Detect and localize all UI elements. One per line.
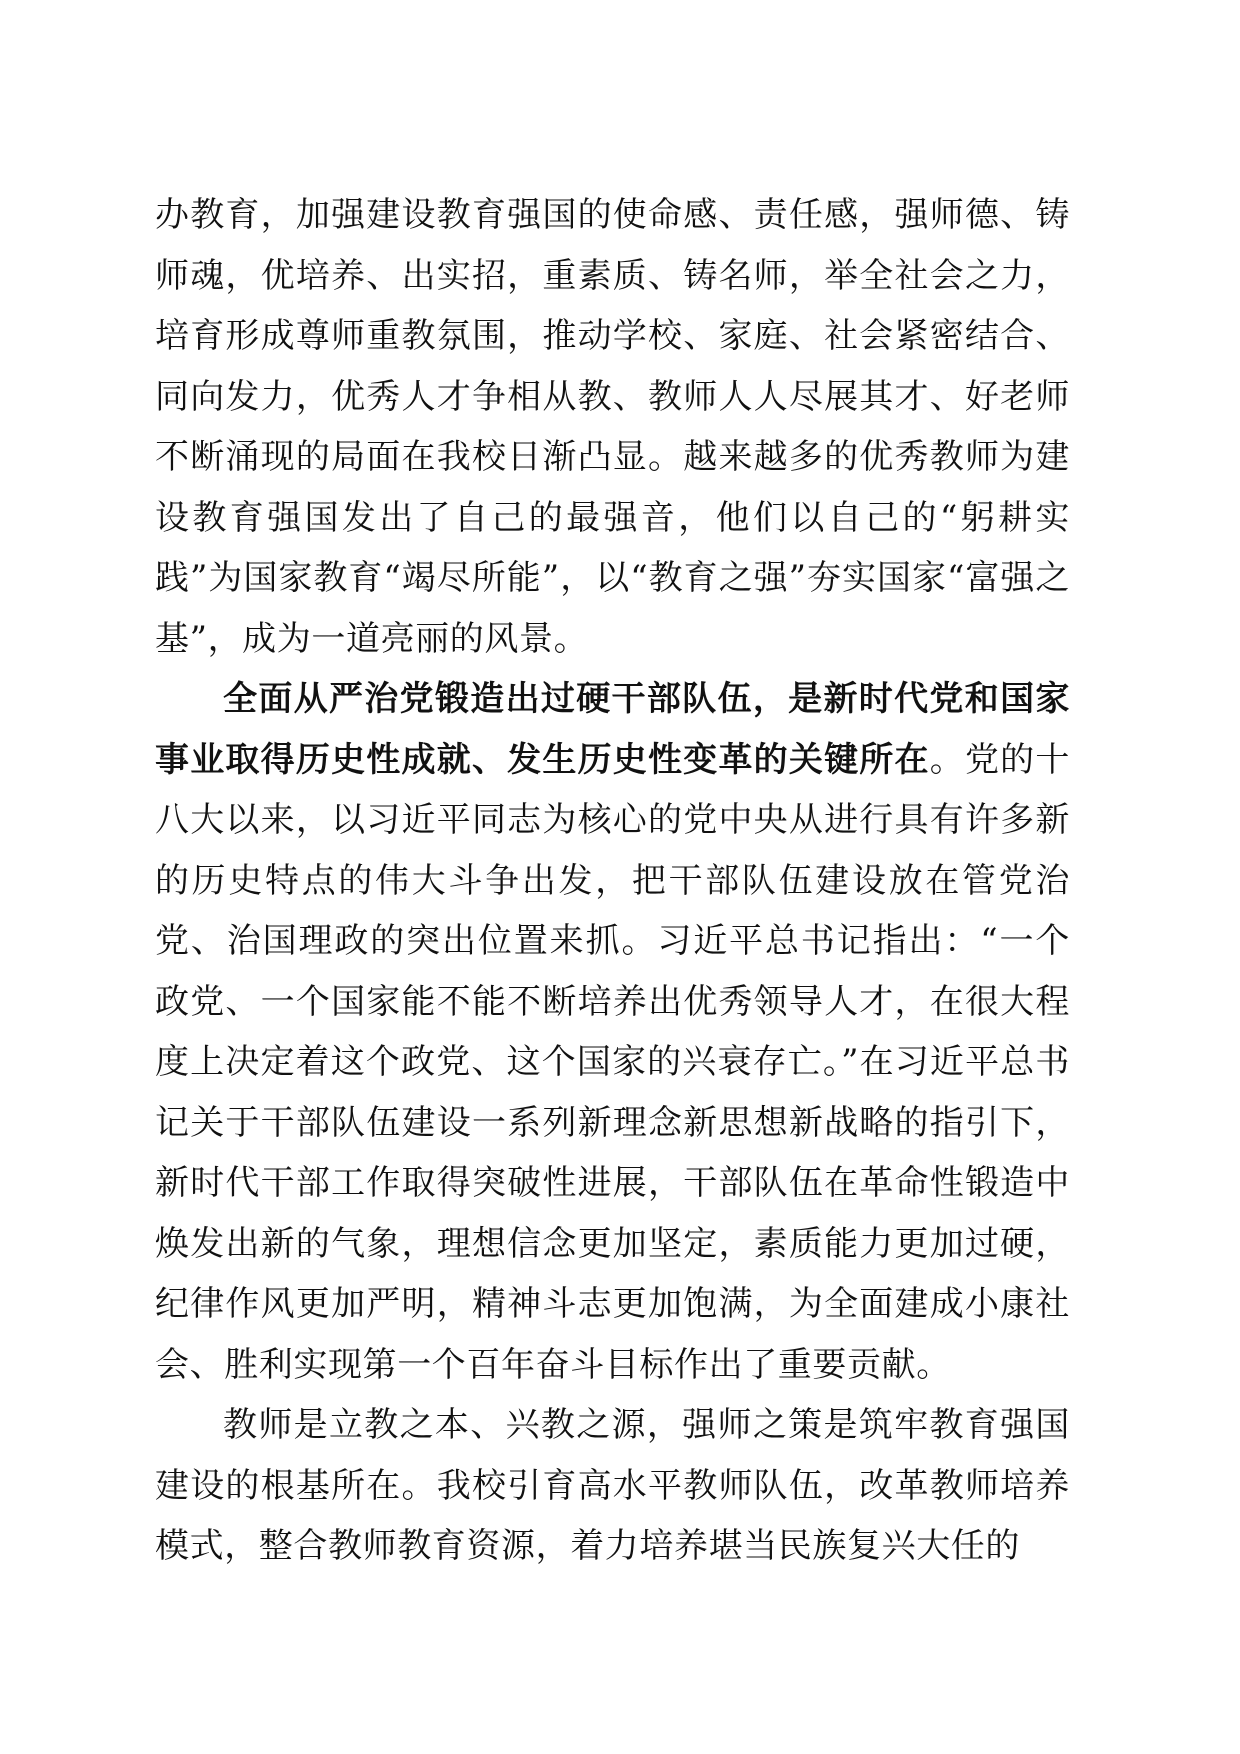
document-page [155, 185, 1070, 1577]
paragraph-text: 办教育，加强建设教育强国的使命感、责任感，强师德、铸师魂，优培养、出实招，重素质、铸名师，举全社会之力，培育形成尊师重教氛围，推动学校、家庭、社会紧密结合、同向发力，优秀人才争相从教、教师人人尽展其才、好老师不断涌现的局面在我校日渐凸显。越来越多的优秀教师为建设教育强国发出了自己的最强音，他们以自己的“躬耕实践”为国家教育“竭尽所能”，以“教育之强”夯实国家“富强之基”，成为一道亮丽的风景。 [155, 195, 1070, 659]
paragraph-teachers [155, 1395, 1070, 1577]
paragraph-bold-lead: 全面从严治党锻造出过硬干部队伍，是新时代党和国家事业取得历史性成就、发生历史性变革的关键所在 [155, 679, 1070, 780]
paragraph-text: 。党的十八大以来，以习近平同志为核心的党中央从进行具有许多新的历史特点的伟大斗争出发，把干部队伍建设放在管党治党、治国理政的突出位置来抓。习近平总书记指出：“一个政党、一个国家能不能不断培养出优秀领导人才，在很大程度上决定着这个政党、这个国家的兴衰存亡。”在习近平总书记关于干部队伍建设一系列新理念新思想新战略的指引下，新时代干部工作取得突破性进展，干部队伍在革命性锻造中焕发出新的气象，理想信念更加坚定，素质能力更加过硬，纪律作风更加严明，精神斗志更加饱满，为全面建成小康社会、胜利实现第一个百年奋斗目标作出了重要贡献。 [155, 739, 1070, 1385]
paragraph-continuation [155, 185, 1070, 669]
paragraph-cadre-team [155, 669, 1070, 1395]
paragraph-text: 教师是立教之本、兴教之源，强师之策是筑牢教育强国建设的根基所在。我校引育高水平教师队伍，改革教师培养模式，整合教师教育资源，着力培养堪当民族复兴大任的 [155, 1405, 1070, 1566]
